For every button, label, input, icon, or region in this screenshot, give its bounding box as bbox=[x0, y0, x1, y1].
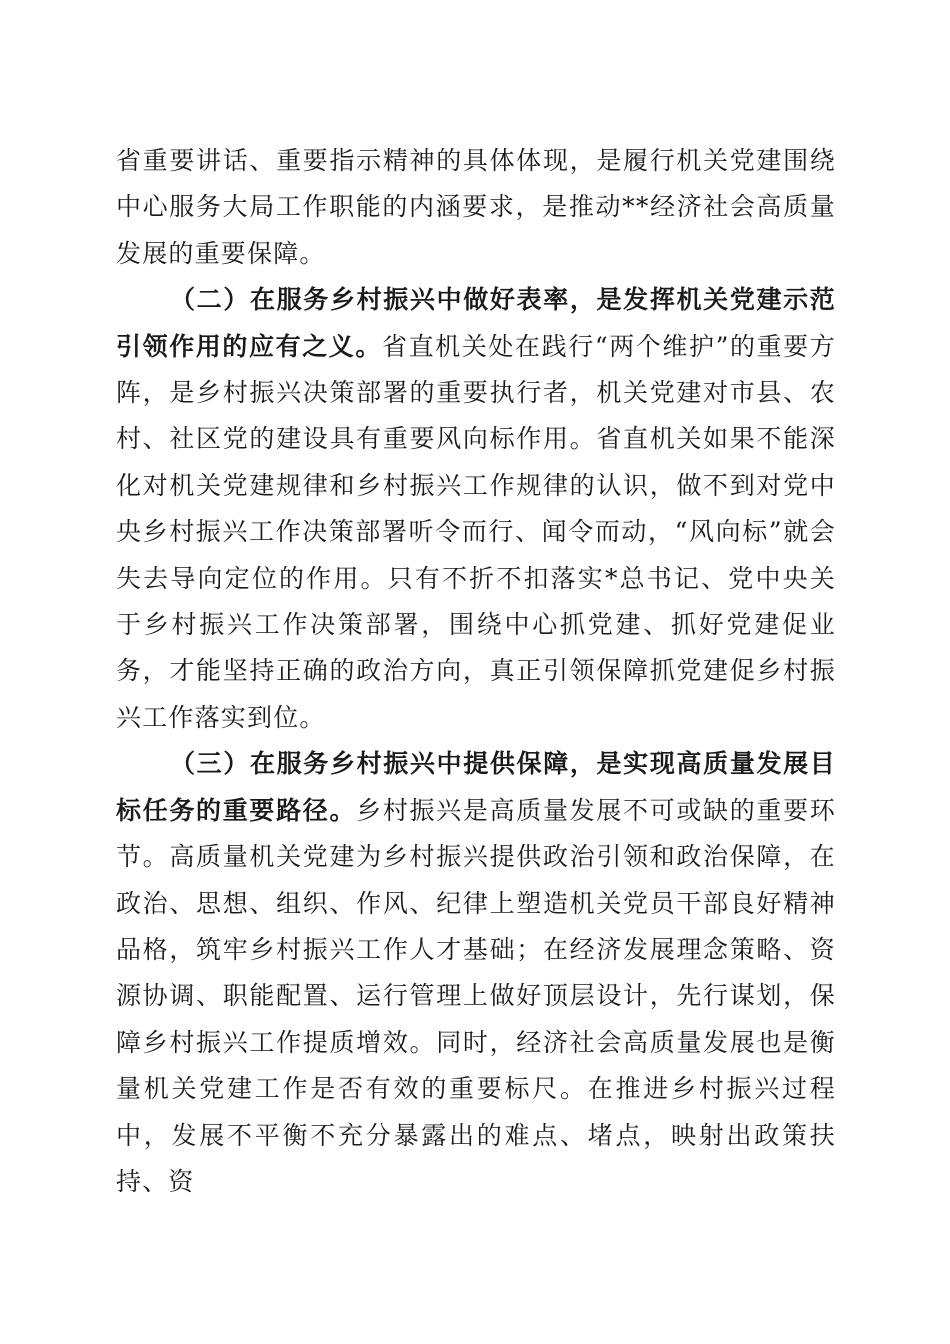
section-heading: （二）在服务乡村振兴中做好表率，是发挥机关党建示范引领作用的应有之义。 bbox=[116, 285, 836, 361]
paragraph-text: 乡村振兴是高质量发展不可或缺的重要环节。高质量机关党建为乡村振兴提供政治引领和政治保障，在政治、思想、组织、作风、纪律上塑造机关党员干部良好精神品格，筑牢乡村振兴工作人才基础；在经济发展理念策略、资源协调、职能配置、运行管理上做好顶层设计，先行谋划，保障乡村振兴工作提质增效。同时，经济社会高质量发展也是衡量机关党建工作是否有效的重要标尺。在推进乡村振兴过程中，发展不平衡不充分暴露出的难点、堵点，映射出政策扶持、资 bbox=[116, 795, 836, 1196]
document-body bbox=[116, 138, 836, 1205]
paragraph-section-2 bbox=[116, 277, 836, 741]
paragraph-text: 省重要讲话、重要指示精神的具体体现，是履行机关党建围绕中心服务大局工作职能的内涵要求，是推动**经济社会高质量发展的重要保障。 bbox=[116, 146, 836, 268]
paragraph-continuation bbox=[116, 138, 836, 277]
paragraph-section-3 bbox=[116, 741, 836, 1205]
section-heading: （三）在服务乡村振兴中提供保障，是实现高质量发展目标任务的重要路径。 bbox=[116, 749, 836, 825]
paragraph-text: 省直机关处在践行“两个维护”的重要方阵，是乡村振兴决策部署的重要执行者，机关党建对市县、农村、社区党的建设具有重要风向标作用。省直机关如果不能深化对机关党建规律和乡村振兴工作规律的认识，做不到对党中央乡村振兴工作决策部署听令而行、闻令而动，“风向标”就会失去导向定位的作用。只有不折不扣落实*总书记、党中央关于乡村振兴工作决策部署，围绕中心抓党建、抓好党建促业务，才能坚持正确的政治方向，真正引领保障抓党建促乡村振兴工作落实到位。 bbox=[116, 331, 836, 732]
